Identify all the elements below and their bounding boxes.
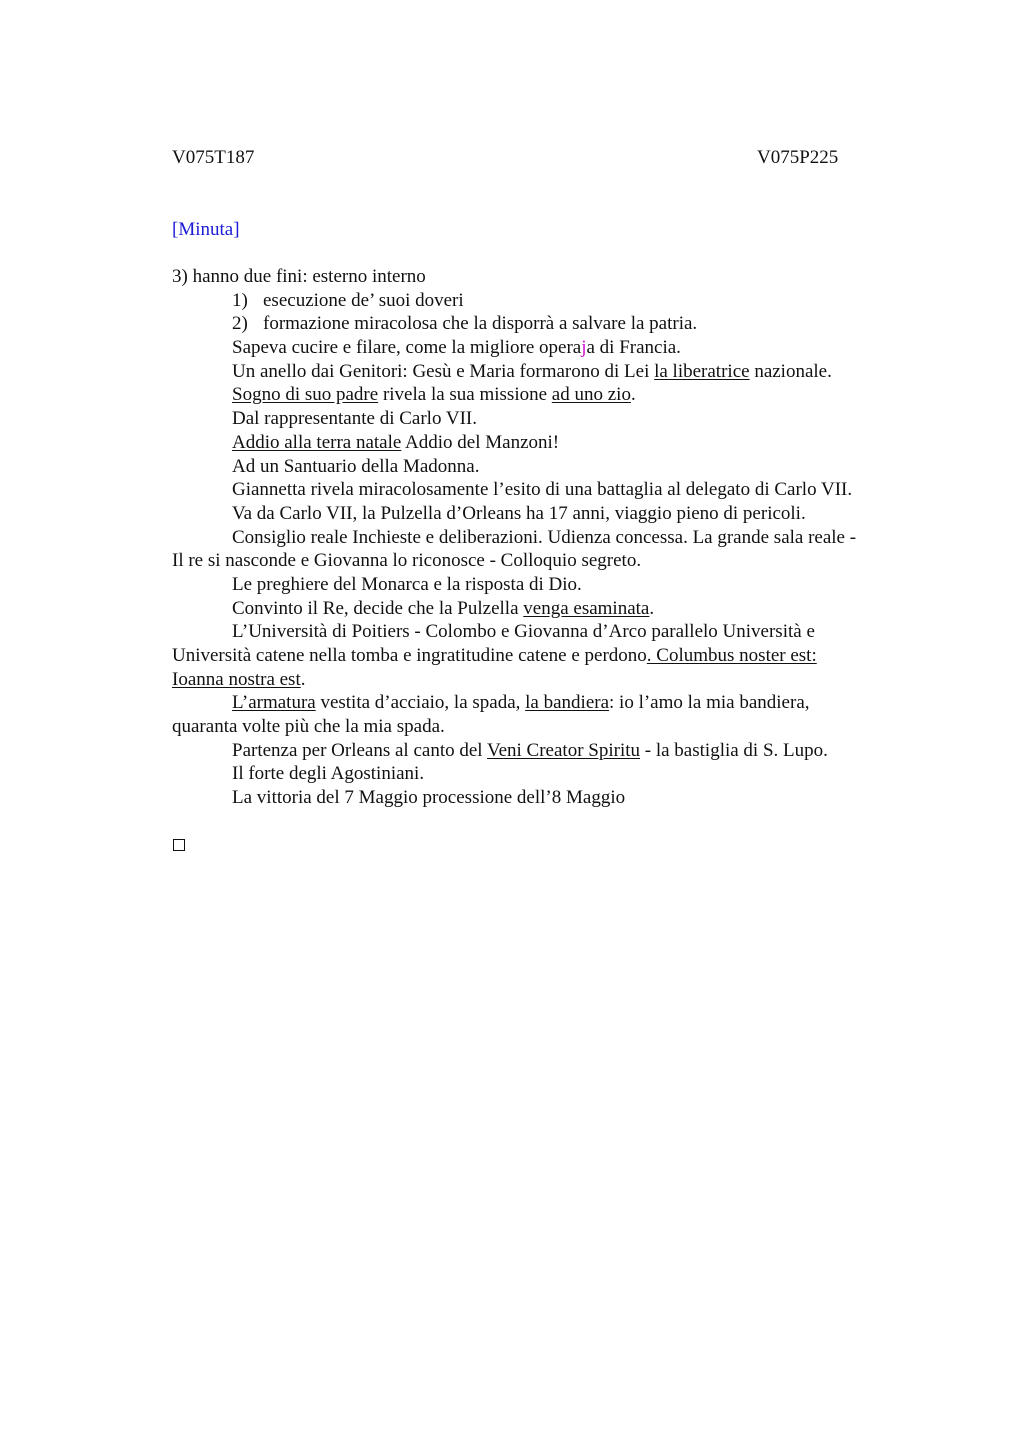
text-span: rivela la sua missione <box>378 384 552 406</box>
document-body <box>172 265 912 810</box>
text-line <box>172 644 912 668</box>
text-span: Sapeva cucire e filare, come la migliore opera <box>232 337 582 359</box>
underlined-phrase: ad uno zio <box>551 384 631 406</box>
numbered-item <box>172 312 912 336</box>
numbered-item <box>172 289 912 313</box>
text-line <box>172 431 912 455</box>
text-line: Le preghiere del Monarca e la risposta di Dio. <box>232 573 582 595</box>
text-span: a di Francia. <box>586 337 681 359</box>
underlined-phrase: Ioanna nostra est <box>172 668 301 690</box>
text-span: Partenza per Orleans al canto del <box>232 739 487 761</box>
text-line: 3) hanno due fini: esterno interno <box>172 266 426 287</box>
text-line <box>172 739 912 763</box>
text-line <box>172 336 912 360</box>
item-text: formazione miracolosa che la disporrà a salvare la patria. <box>263 313 698 335</box>
text-line: Consiglio reale Inchieste e deliberazioni. Udienza concessa. La grande sala reale - <box>232 526 857 548</box>
text-span: vestita d’acciaio, la spada, <box>315 692 526 714</box>
text-span: nazionale. <box>749 360 832 382</box>
text-line: Giannetta rivela miracolosamente l’esito di una battaglia al delegato di Carlo VII. <box>232 479 853 501</box>
text-span: . <box>649 597 655 619</box>
underlined-phrase: Veni Creator Spiritu <box>486 739 641 761</box>
text-line: La vittoria del 7 Maggio processione dell’8 Maggio <box>232 787 626 809</box>
text-line: quaranta volte più che la mia spada. <box>172 716 445 738</box>
text-line <box>172 668 912 692</box>
text-span: Un anello dai Genitori: Gesù e Maria formarono di Lei <box>232 360 655 382</box>
underlined-phrase: la bandiera <box>525 692 610 714</box>
text-line: Il forte degli Agostiniani. <box>232 763 425 785</box>
text-span: . <box>300 668 306 690</box>
underlined-phrase: la liberatrice <box>654 360 750 382</box>
document-code-left: V075T187 <box>172 147 255 168</box>
text-line <box>172 383 912 407</box>
underlined-phrase: . Columbus noster est: <box>646 645 817 666</box>
text-span: - la bastiglia di S. Lupo. <box>640 739 828 761</box>
text-line: Dal rappresentante di Carlo VII. <box>232 408 477 430</box>
text-line <box>172 691 912 715</box>
underlined-phrase: Sogno di suo padre <box>232 384 379 406</box>
text-line: Ad un Santuario della Madonna. <box>232 455 480 477</box>
item-number: 1) <box>232 289 248 311</box>
text-span: : io l’amo la mia bandiera, <box>609 692 810 714</box>
minuta-label: [Minuta] <box>172 219 240 240</box>
checkbox-square-icon <box>173 839 185 851</box>
item-text: esecuzione de’ suoi doveri <box>263 289 464 311</box>
text-line: Va da Carlo VII, la Pulzella d’Orleans ha 17 anni, viaggio pieno di pericoli. <box>232 502 806 524</box>
text-line: L’Università di Poitiers - Colombo e Giovanna d’Arco parallelo Università e <box>232 621 815 643</box>
item-number: 2) <box>232 313 248 335</box>
text-span: Addio del Manzoni! <box>401 431 560 453</box>
correction-mark: j <box>581 337 587 359</box>
document-code-right: V075P225 <box>757 147 839 168</box>
underlined-phrase: venga esaminata <box>523 597 650 619</box>
text-line: Il re si nasconde e Giovanna lo riconosce - Colloquio segreto. <box>172 550 642 572</box>
text-line <box>172 597 912 621</box>
text-span: Università catene nella tomba e ingratitudine catene e perdono <box>172 645 647 666</box>
text-span: . <box>630 384 636 406</box>
text-span: Convinto il Re, decide che la Pulzella <box>232 597 524 619</box>
underlined-phrase: Addio alla terra natale <box>232 431 402 453</box>
underlined-phrase: L’armatura <box>232 692 316 714</box>
text-line <box>172 360 912 384</box>
